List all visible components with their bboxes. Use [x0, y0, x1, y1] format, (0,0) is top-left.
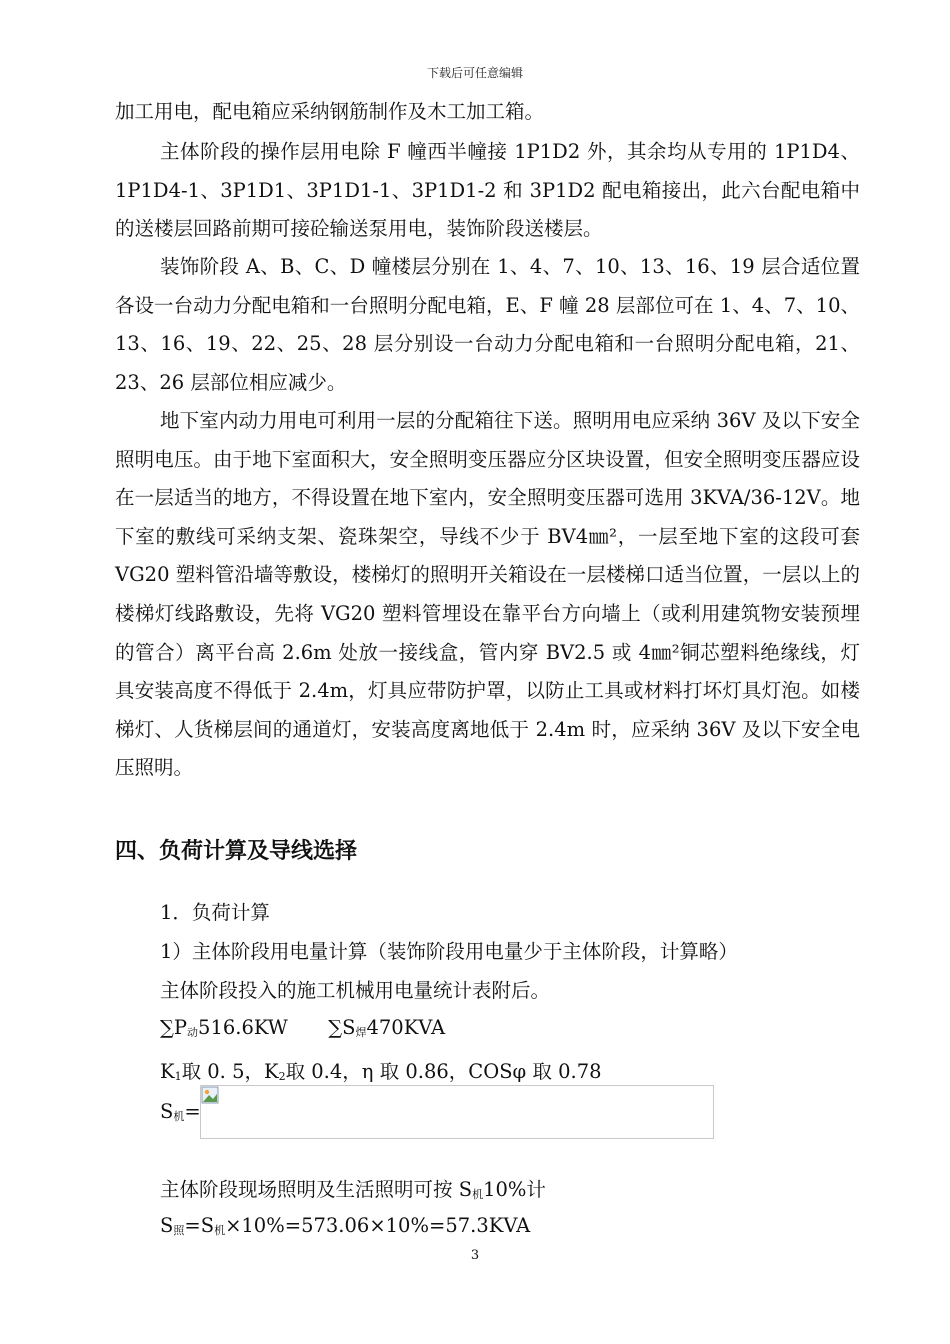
- page-number: 3: [470, 1248, 480, 1263]
- formula-sum: ∑P动516.6KW ∑S焊470KVA: [160, 1016, 446, 1039]
- lighting-note: 主体阶段现场照明及生活照明可按 S机10%计: [160, 1178, 546, 1201]
- formula-s-machine: S机=: [160, 1100, 201, 1123]
- formula-image-placeholder: [200, 1085, 714, 1139]
- calc-subtitle: 1）主体阶段用电量计算（装饰阶段用电量少于主体阶段，计算略）: [160, 940, 738, 963]
- formula-coefficients: K1取 0. 5，K2取 0.4，η 取 0.86，COSφ 取 0.78: [160, 1060, 602, 1083]
- paragraph-1: 主体阶段的操作层用电除 F 幢西半幢接 1P1D2 外，其余均从专用的 1P1D4、1P1D4-1、3P1D1、3P1D1-1、3P1D1-2 和 3P1D2 配电箱接出，此六台配电箱中的送楼层回路前期可接砼输送泵用电，装饰阶段送楼层。: [115, 140, 860, 241]
- subsection-title: 1．负荷计算: [160, 901, 270, 924]
- page-header: 下载后可任意编辑: [426, 66, 523, 80]
- paragraph-3: 地下室内动力用电可利用一层的分配箱往下送。照明用电应采纳 36V 及以下安全照明电压。由于地下室面积大，安全照明变压器应分区块设置，但安全照明变压器应设在一层适当的地方，不得设置在地下室内，安全照明变压器可选用 3KVA/36-12V。地下室的敷线可采纳支架、瓷珠架空，导线不少于 BV4㎜²，一层至地下室的这段可套 VG20 塑料管沿墙等敷设，楼梯灯的照明开关箱设在一层楼梯口适当位置，一层以上的楼梯灯线路敷设，先将 VG20 塑料管埋设在靠平台方向墙上（或利用建筑物安装预埋的管合）离平台高 2.6m 处放一接线盒，管内穿 BV2.5 或 4㎜²铜芯塑料绝缘线，灯具安装高度不得低于 2.4m，灯具应带防护罩，以防止工具或材料打坏灯具灯泡。如楼梯灯、人货梯层间的通道灯，安装高度离地低于 2.4m 时，应采纳 36V 及以下安全电压照明。: [115, 409, 860, 780]
- paragraph-2: 装饰阶段 A、B、C、D 幢楼层分别在 1、4、7、10、13、16、19 层合适位置各设一台动力分配电箱和一台照明分配电箱，E、F 幢 28 层部位可在 1、4、7、10、13、16、19、22、25、28 层分别设一台动力分配电箱和一台照明分配电箱，21、23、26 层部位相应减少。: [115, 255, 860, 394]
- paragraph-0: 加工用电，配电箱应采纳钢筋制作及木工加工箱。: [115, 100, 545, 123]
- formula-s-lighting: S照=S机×10%=573.06×10%=57.3KVA: [160, 1214, 531, 1237]
- section-heading: 四、负荷计算及导线选择: [115, 839, 358, 864]
- broken-image-icon: [201, 1086, 219, 1104]
- calc-intro: 主体阶段投入的施工机械用电量统计表附后。: [160, 979, 551, 1002]
